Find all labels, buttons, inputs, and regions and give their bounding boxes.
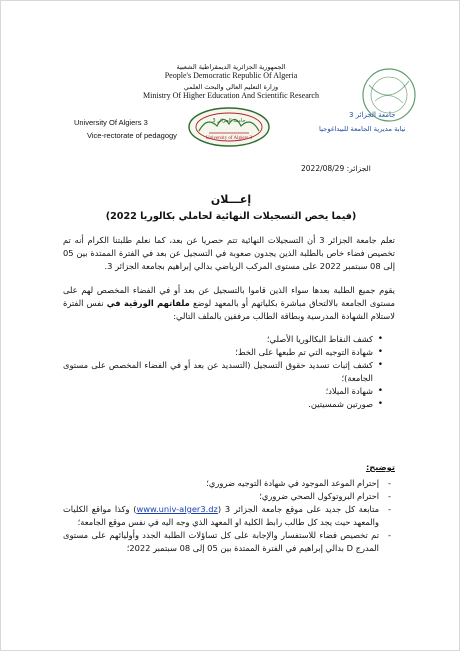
note-item: - احترام البروتوكول الصحي ضروري؛ <box>63 490 391 503</box>
file-item: • شهادة الميلاد؛ <box>63 385 383 398</box>
clarification-list <box>63 477 395 555</box>
note-website-part1: متابعة كل جديد على موقع جامعة الجزائر 3 ( <box>217 504 380 514</box>
note-website-part2: ) وكذا مواقع الكليات والمعهد حيث يجد كل طالب رابط الكلية او المعهد الذي وجه اليه في نفس موقع الجامعة؛ <box>63 504 379 527</box>
ministry-ar: وزارة التعليم العالي والبحث العلمي <box>183 83 279 91</box>
document-date: الجزائر: 2022/08/29 <box>301 164 371 173</box>
announcement-subject: (فيما يخص التسجيلات النهائية لحاملي بكالوريا 2022) <box>105 211 357 222</box>
paragraph-paper-files-part1: يقوم جميع الطلبة بعدها سواء الذين قاموا بالتسجيل عن بعد أو في الفضاء المخصص لهم على مستوى الجامعة بالالتحاق مباشرة بكلياتهم أو بالمعهد لوضع <box>63 285 395 308</box>
note-item: - تم تخصيص فضاء للاستفسار والإجابة على كل تساؤلات الطلبة الجدد وأوليائهم على مستوى المدرج D بدالي إبراهيم في الفترة الممتدة بين 05 إلى 08 سبتمبر 2022؛ <box>63 529 391 555</box>
university-website-link[interactable]: www.univ-alger3.dz <box>136 504 218 514</box>
file-item: • شهادة التوجيه التي تم طبعها على الخط؛ <box>63 346 383 359</box>
paragraph-paper-files <box>63 284 395 323</box>
university-en: University Of Algiers 3 <box>74 118 148 127</box>
announcement-heading: إعـــلان <box>210 193 252 206</box>
paragraph-paper-files-bold: ملفاتهم الورقية في <box>106 298 190 308</box>
stamp-subtitle: نيابة مديرية الجامعة للبيداغوجيا <box>319 125 406 133</box>
svg-text:جامعة الجزائر 3: جامعة الجزائر 3 <box>212 118 246 124</box>
required-files-list <box>63 333 395 411</box>
logo-label: University of Algiers 3 <box>206 136 252 141</box>
paragraph-registration: تعلم جامعة الجزائر 3 أن التسجيلات النهائية تتم حصريا عن بعد، كما نعلم طلبتنا الكرام أنه تم تخصيص فضاء خاص بالطلبة الذين يجدون صعوبة في التسجيل عن بعد في الفترة الممتدة بين 05 إلى 08 سبتمبر 2022 على مستوى المركب الرياضي بدالي إبراهيم بجامعة الجزائر 3. <box>63 235 395 271</box>
republic-ar: الجمهورية الجزائرية الديمقراطية الشعبية <box>176 63 286 71</box>
vice-rectorate-en: Vice-rectorate of pedagogy <box>87 131 177 140</box>
stamp-text: جامعة الجزائر 3 <box>349 111 396 119</box>
file-item: • صورتين شمسيتين. <box>63 398 383 411</box>
file-item: • كشف إثبات تسديد حقوق التسجيل (التسديد عن بعد أو في الفضاء المخصص على مستوى الجامعة)؛ <box>63 359 383 385</box>
note-item-website <box>63 503 391 529</box>
file-item: • كشف النقاط البكالوريا الأصلي؛ <box>63 333 383 346</box>
clarification-title: توضيح: <box>365 462 395 472</box>
ministry-en: Ministry Of Higher Education And Scientific Research <box>143 91 319 100</box>
paragraph-paper-files-part2: نفس الفترة لاستلام الشهادة المدرسية وبطاقة الطالب مرفقين بالملف التالي: <box>63 298 395 321</box>
republic-en: People's Democratic Republic Of Algeria <box>164 71 298 80</box>
note-item: - إحترام الموعد الموجود في شهادة التوجيه ضروري؛ <box>63 477 391 490</box>
university-logo <box>187 106 271 148</box>
